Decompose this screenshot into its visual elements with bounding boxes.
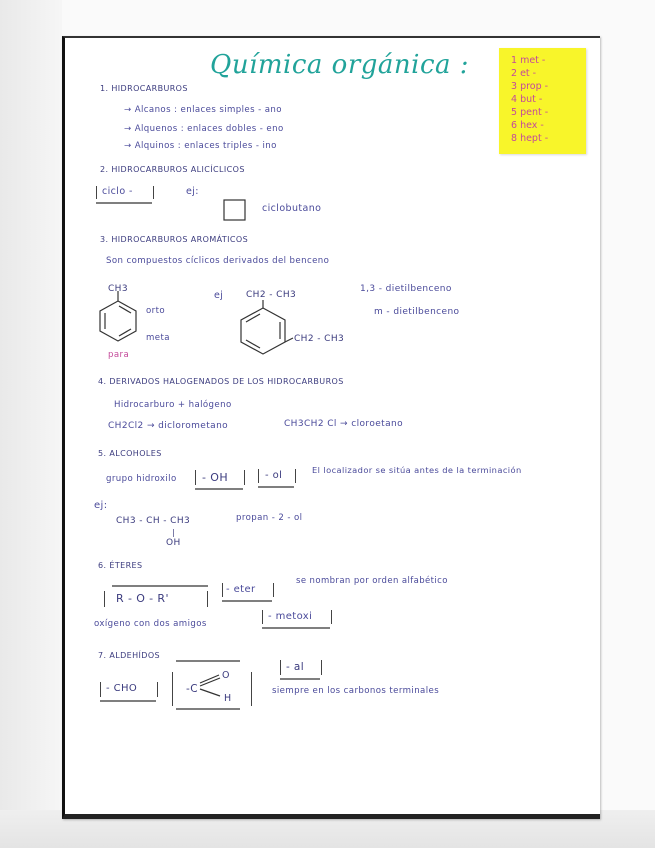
sticky-line: 1 met - <box>511 55 546 66</box>
underline <box>195 488 247 491</box>
aldehyde-oxygen: O <box>222 670 230 681</box>
ether-formula: R - O - R' <box>116 592 169 605</box>
ch3-label: CH3 <box>108 284 128 294</box>
s4-description: Hidrocarburo + halógeno <box>114 400 232 410</box>
background-edge <box>0 0 62 848</box>
overline <box>176 660 246 663</box>
cyclobutane-square <box>223 199 247 223</box>
s4-example-1: CH2Cl2 → diclorometano <box>108 421 229 431</box>
dietilbenceno-name: 1,3 - dietilbenceno <box>360 284 452 294</box>
cho-suffix: - CHO <box>106 683 138 694</box>
overline <box>112 585 212 588</box>
ej-label: ej <box>214 290 224 301</box>
s4-example-2: CH3CH2 Cl → cloroetano <box>284 419 404 429</box>
section-1-heading: 1. HIDROCARBUROS <box>100 84 188 93</box>
underline <box>222 600 276 603</box>
section-7-heading: 7. ALDEHÍDOS <box>98 651 161 660</box>
para-label: para <box>108 350 130 360</box>
aldehyde-note: siempre en los carbonos terminales <box>272 686 440 696</box>
underline <box>258 486 298 489</box>
benzene-ring-right <box>238 300 298 360</box>
benzene-ring-left <box>96 298 146 348</box>
oh-substituent: OH <box>166 538 181 548</box>
al-suffix: - al <box>286 661 305 673</box>
metoxi-suffix: - metoxi <box>268 611 313 622</box>
ethyl-top: CH2 - CH3 <box>246 290 297 300</box>
sticky-line: 2 et - <box>511 68 537 79</box>
underline <box>96 202 156 205</box>
s1-line: → Alcanos : enlaces simples - ano <box>124 105 282 115</box>
meta-label: meta <box>146 333 170 343</box>
sticky-line: 6 hex - <box>511 120 544 131</box>
aldehyde-carbon: -C <box>186 683 198 695</box>
oh-bond: | <box>172 528 176 537</box>
ethyl-side: CH2 - CH3 <box>294 334 345 344</box>
ej-label: ej: <box>94 500 108 511</box>
ej-label: ej: <box>186 186 199 197</box>
s1-line: → Alquinos : enlaces triples - ino <box>124 141 277 151</box>
orto-label: orto <box>146 306 166 316</box>
ciclobutano-label: ciclobutano <box>262 203 322 214</box>
section-6-heading: 6. ÉTERES <box>98 561 143 570</box>
sticky-line: 4 but - <box>511 94 543 105</box>
underline <box>262 627 334 630</box>
s6-description: oxígeno con dos amigos <box>94 619 207 629</box>
aldehyde-hydrogen: H <box>224 693 232 704</box>
propanol-formula: CH3 - CH - CH3 <box>116 516 191 526</box>
sticky-line: 5 pent - <box>511 107 549 118</box>
sticky-line: 3 prop - <box>511 81 549 92</box>
oh-suffix: - OH <box>202 471 228 484</box>
grupo-hidroxilo: grupo hidroxilo <box>106 474 177 484</box>
section-4-heading: 4. DERIVADOS HALOGENADOS DE LOS HIDROCARBUROS <box>98 377 344 386</box>
eter-suffix: - eter <box>226 584 256 595</box>
eter-note: se nombran por orden alfabético <box>296 576 448 586</box>
section-2-heading: 2. HIDROCARBUROS ALICÍCLICOS <box>100 165 245 174</box>
page-title: Química orgánica : <box>210 50 470 80</box>
s3-description: Son compuestos cíclicos derivados del benceno <box>106 256 330 266</box>
s1-line: → Alquenos : enlaces dobles - eno <box>124 124 284 134</box>
underline <box>280 678 324 681</box>
propanol-name: propan - 2 - ol <box>236 513 303 523</box>
ol-suffix: - ol <box>265 470 283 481</box>
underline <box>176 708 246 711</box>
sticky-line: 8 hept - <box>511 133 549 144</box>
section-3-heading: 3. HIDROCARBUROS AROMÁTICOS <box>100 235 249 244</box>
aldehyde-bonds <box>198 672 238 702</box>
m-dietilbenceno-name: m - dietilbenceno <box>374 307 460 317</box>
ciclo-prefix: ciclo - <box>102 186 133 197</box>
section-5-heading: 5. ALCOHOLES <box>98 449 162 458</box>
localizador-note: El localizador se sitúa antes de la terminación <box>312 465 522 475</box>
underline <box>100 700 160 703</box>
sticky-note <box>499 48 586 154</box>
